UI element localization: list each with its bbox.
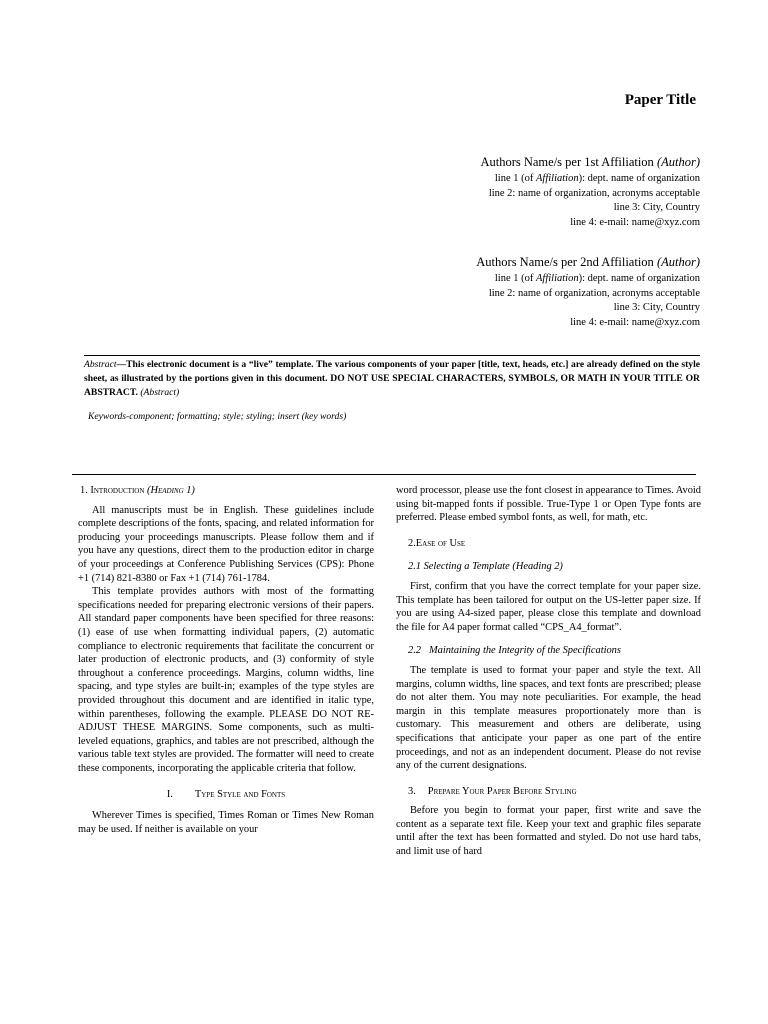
author-affiliation-1 xyxy=(480,154,700,230)
affiliation-line-1: line 1 (of Affiliation): dept. name of organization xyxy=(494,173,700,184)
prepare-paper-paragraph: Before you begin to format your paper, first write and save the content as a separate text file. Keep your text and graphic files separate until after the text has been formatted and styled. Do not use hard tabs, and limit use of hard xyxy=(396,805,701,858)
affiliation-line-3: line 3: City, Country xyxy=(613,202,700,213)
heading-selecting-template: 2.1 Selecting a Template (Heading 2) xyxy=(408,561,563,573)
heading-introduction: 1. Introduction (Heading 1) xyxy=(80,485,195,496)
right-column xyxy=(396,484,701,859)
author-affiliation-2 xyxy=(476,254,700,330)
abstract-top-rule xyxy=(84,355,700,356)
author-name: Authors Name/s per 2nd Affiliation (Author) xyxy=(476,255,700,269)
section-divider xyxy=(72,474,696,475)
abstract: Abstract—This electronic document is a “live” template. The various components of your paper [title, text, heads, etc.] are already defined on the style sheet, as illustrated by the portions given in this document. DO NOT USE SPECIAL CHARACTERS, SYMBOLS, OR MATH IN YOUR TITLE OR ABSTRACT. (Abstract) xyxy=(84,359,700,398)
selecting-template-paragraph: First, confirm that you have the correct template for your paper size. This template has been tailored for output on the US-letter paper size. If you are using A4-sized paper, please close this template and download the file for A4 paper format called “CPS_A4_format”. xyxy=(396,580,701,633)
affiliation-line-2: line 2: name of organization, acronyms acceptable xyxy=(488,287,700,299)
keywords: Keywords-component; formatting; style; styling; insert (key words) xyxy=(88,411,347,422)
heading-ease-of-use: 2.Ease of Use xyxy=(408,537,466,549)
type-paragraph-1: Wherever Times is specified, Times Roman or Times New Roman may be used. If neither is available on your xyxy=(78,810,374,835)
continued-paragraph: word processor, please use the font closest in appearance to Times. Avoid using bit-mapped fonts if possible. True-Type 1 or Open Type fonts are preferred. Please embed symbol fonts, as well, for math, etc. xyxy=(396,485,701,524)
affiliation-line-2: line 2: name of organization, acronyms acceptable xyxy=(488,187,700,199)
heading-type-style: I. Type Style and Fonts xyxy=(166,789,286,801)
heading-maintaining-integrity: 2.2 Maintaining the Integrity of the Specifications xyxy=(408,645,621,657)
intro-paragraph-1: All manuscripts must be in English. These guidelines include complete descriptions of the fonts, spacing, and related information for producing your proceedings manuscripts. Please follow them and if you have any questions, direct them to the production editor in charge of your proceedings at Conference Publishing Services (CPS): Phone +1 (714) 821-8380 or Fax +1 (714) 761-1784. xyxy=(78,504,374,584)
author-name: Authors Name/s per 1st Affiliation (Author) xyxy=(480,155,700,169)
heading-prepare-paper: 3. Prepare Your Paper Before Styling xyxy=(408,785,577,797)
maintaining-integrity-paragraph: The template is used to format your paper and style the text. All margins, column widths, line spaces, and text fonts are prescribed; please do not alter them. You may note peculiarities. For example, the head margin in this template measures proportionately more than is customary. This measurement and others are deliberate, using specifications that anticipate your paper as one part of the entire proceedings, and not as an independent document. Please do not revise any of the current designations. xyxy=(396,664,701,772)
left-column xyxy=(78,484,374,836)
paper-title: Paper Title xyxy=(624,92,696,108)
intro-paragraph-2: This template provides authors with most of the formatting specifications needed for preparing electronic versions of their papers. All standard paper components have been specified for three reasons: (1) ease of use when formatting individual papers, (2) automatic compliance to electronic requirements that facilitate the concurrent or later production of electronic products, and (3) conformity of style throughout a conference proceedings. Margins, column widths, line spacing, and type styles are built-in; examples of the type styles are provided throughout this document and are identified in italic type, within parentheses, following the example. PLEASE DO NOT RE-ADJUST THESE MARGINS. Some components, such as multi-leveled equations, graphics, and tables are not prescribed, although the various table text styles are provided. The formatter will need to create these components, incorporating the applicable criteria that follow. xyxy=(78,586,374,774)
affiliation-line-3: line 3: City, Country xyxy=(613,302,700,313)
affiliation-line-4: line 4: e-mail: name@xyz.com xyxy=(570,216,700,228)
affiliation-line-1: line 1 (of Affiliation): dept. name of organization xyxy=(494,273,700,284)
affiliation-line-4: line 4: e-mail: name@xyz.com xyxy=(570,316,700,328)
